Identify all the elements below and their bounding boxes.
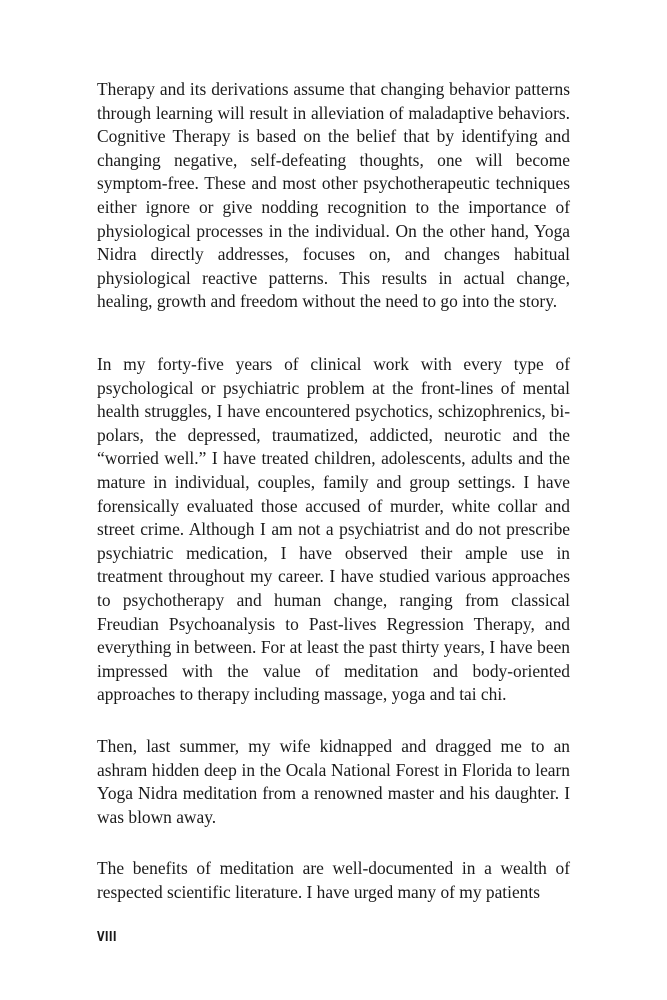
paragraph-last-summer <box>97 735 570 829</box>
paragraph-text: In my forty-five years of clinical work with every type of psychological or psychiatric problem at the front-lines of mental health struggles, I have encountered psychotics, schizophrenics, bi-polars, the depressed, traumatized, addicted, neurotic and the “worried well.” I have treated children, adolescents, adults and the mature in individual, couples, family and group settings. I have forensically evaluated those accused of murder, white collar and street crime. Although I am not a psychiatrist and do not prescribe psychiatric medication, I have observed their ample use in treatment throughout my career. I have studied various approaches to psychotherapy and human change, ranging from classical Freudian Psychoanalysis to Past-lives Regression Therapy, and everything in between. For at least the past thirty years, I have been impressed with the value of meditation and body-oriented approaches to therapy including massage, yoga and tai chi. <box>97 354 570 705</box>
paragraph-meditation-benefits <box>97 857 570 904</box>
paragraph-text: Then, last summer, my wife kidnapped and dragged me to an ashram hidden deep in the Ocala National Forest in Florida to learn Yoga Nidra meditation from a renowned master and his daughter. I was blown away. <box>97 736 570 827</box>
paragraph-clinical-work <box>97 353 570 707</box>
page-number: VIII <box>97 930 117 945</box>
paragraph-therapy-derivations <box>97 78 570 314</box>
paragraph-text: The benefits of meditation are well-documented in a wealth of respected scientific literature. I have urged many of my patients <box>97 858 570 902</box>
paragraph-text: Therapy and its derivations assume that changing behavior patterns through learning will result in alleviation of maladaptive behaviors. Cognitive Therapy is based on the belief that by identifying and changing negative, self-defeating thoughts, one will become symptom-free. These and most other psychotherapeutic techniques either ignore or give nodding recognition to the importance of physiological processes in the individual. On the other hand, Yoga Nidra directly addresses, focuses on, and changes habitual physiological reactive patterns. This results in actual change, healing, growth and freedom without the need to go into the story. <box>97 79 570 312</box>
